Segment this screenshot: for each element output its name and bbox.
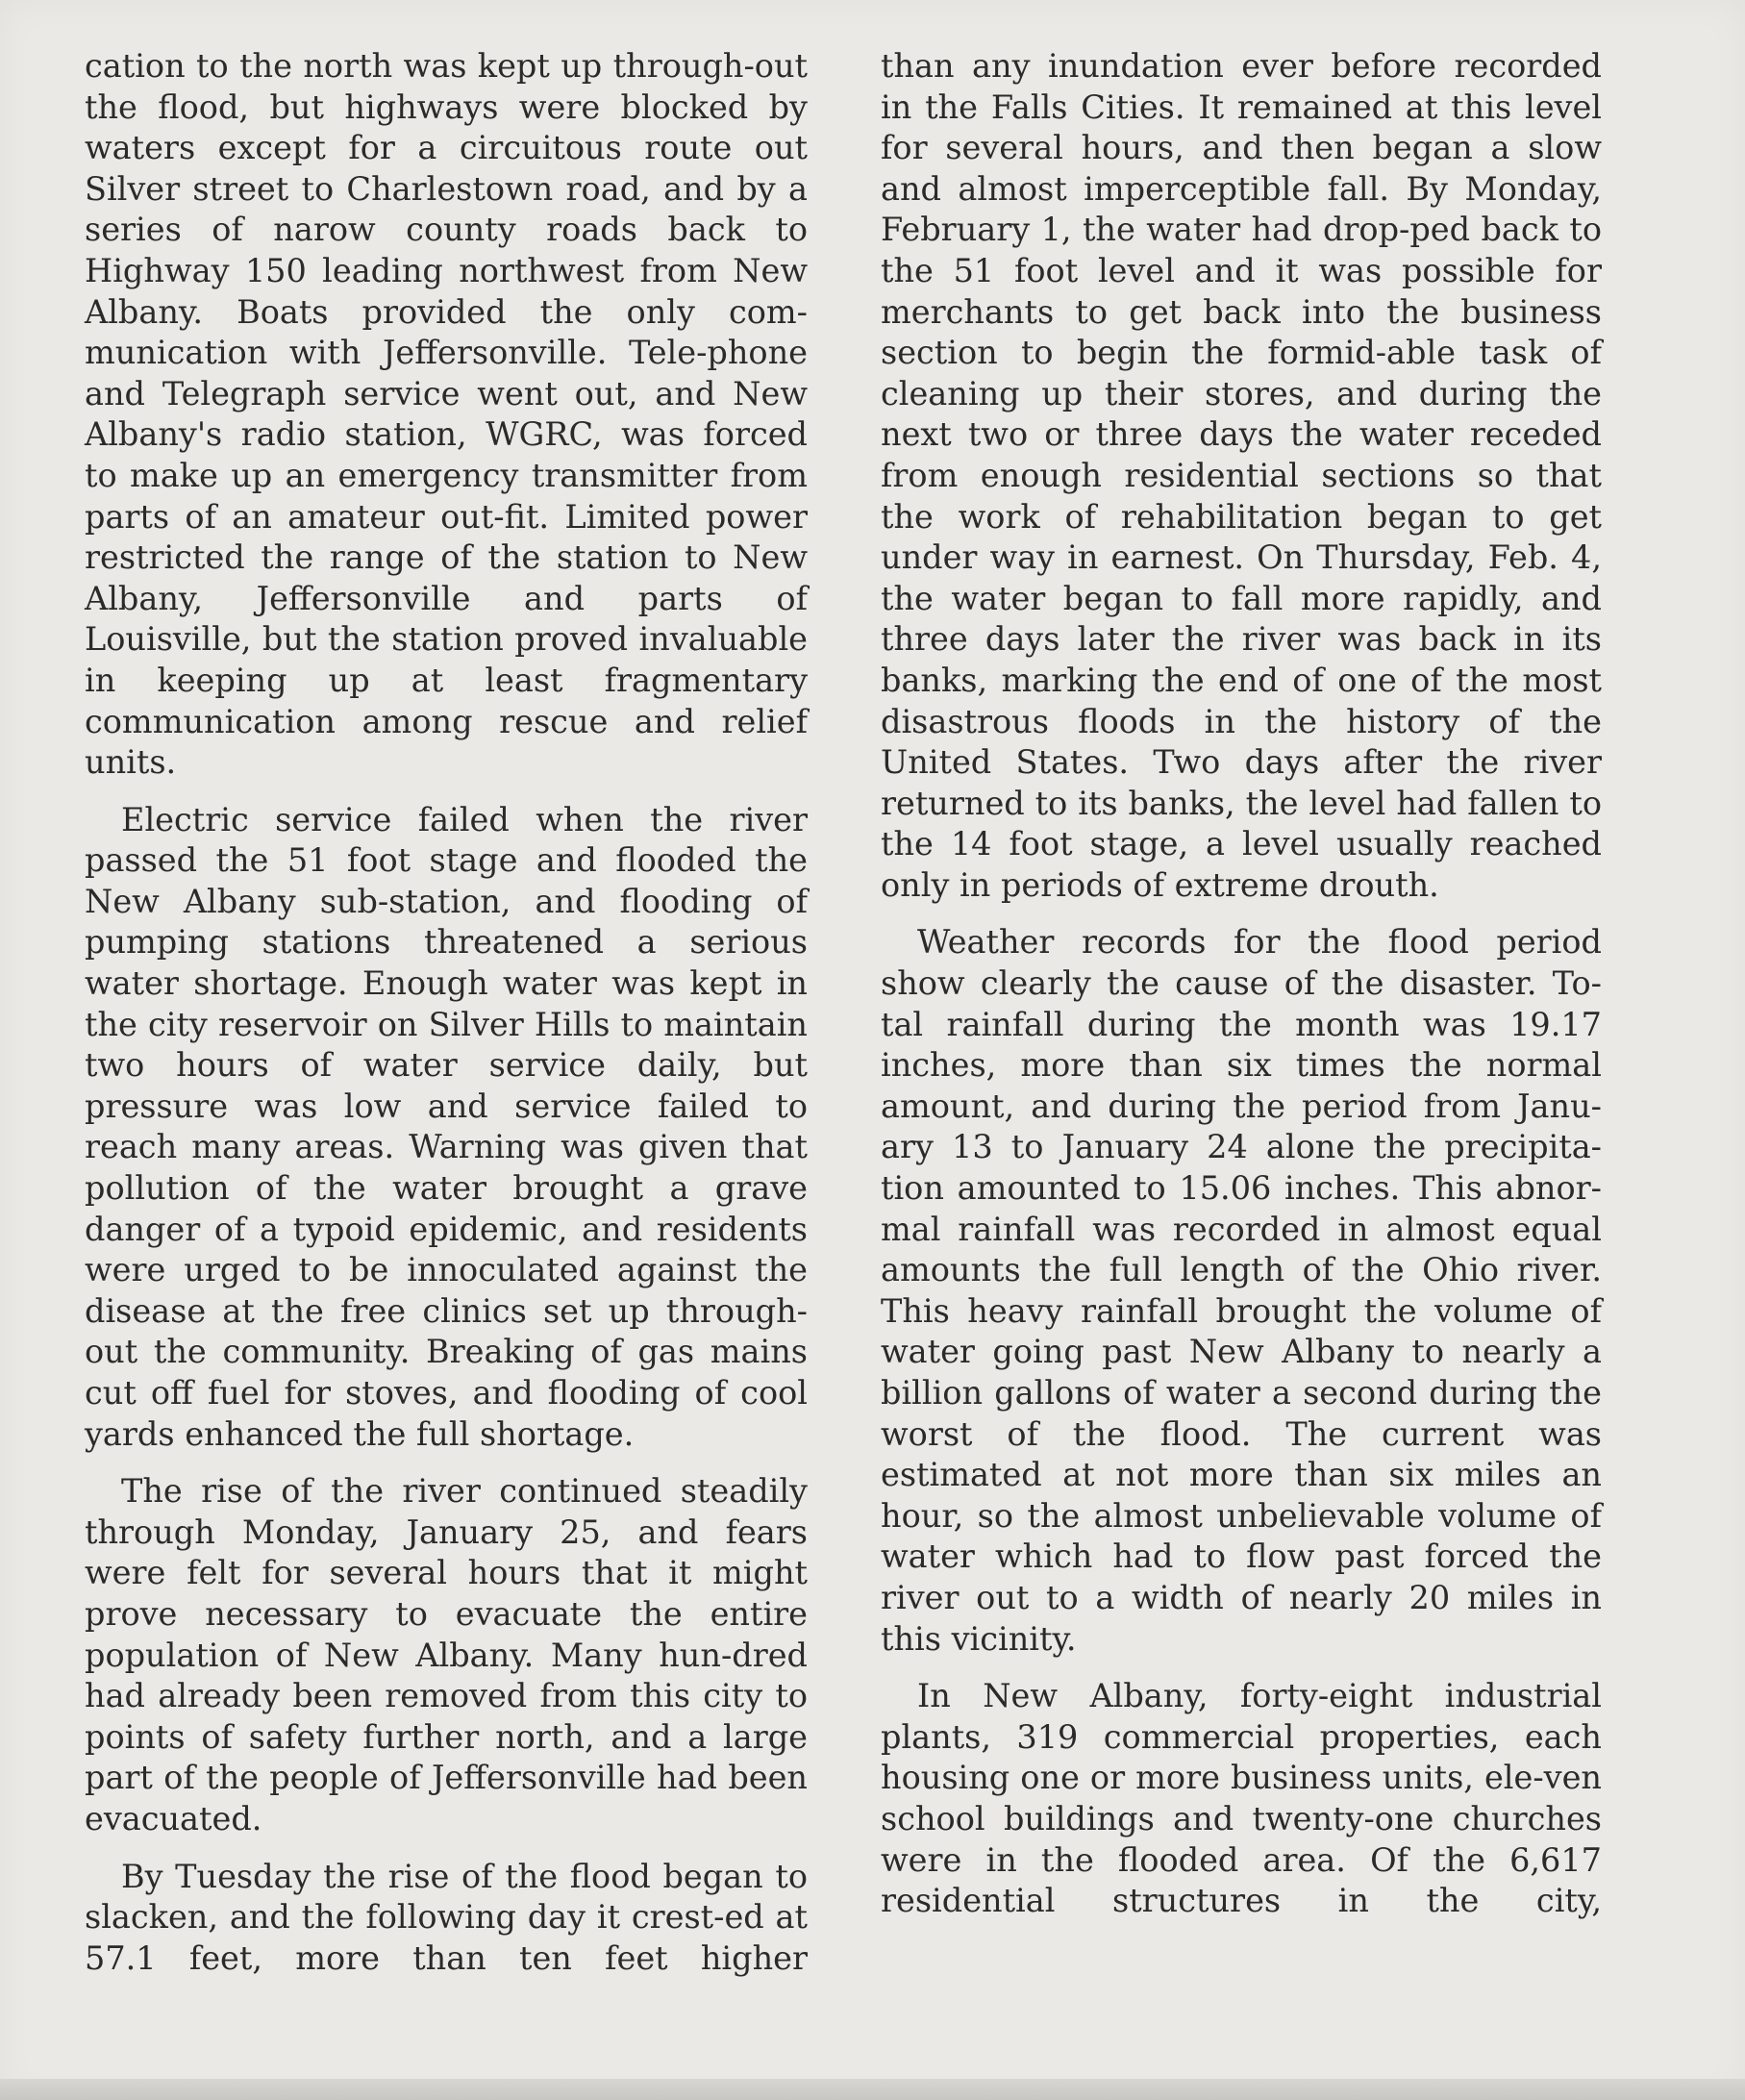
paragraph: cation to the north was kept up through-out the flood, but highways were blocked by waters except for a circuitous route out Silver street to Charlestown road, and by a series of narow county roads back to Highway 150 leading northwest from New Albany. Boats provided the only com-munication with Jeffersonville. Tele-phone and Telegraph service went out, and New Albany's radio station, WGRC, was forced to make up an emergency transmitter from parts of an amateur out-fit. Limited power restricted the range of the station to New Albany, Jeffersonville and parts of Louisville, but the station proved invaluable in keeping up at least fragmentary communication among rescue and relief units. xyxy=(85,47,808,782)
paragraph: than any inundation ever before recorded in the Falls Cities. It remained at this level for several hours, and then began a slow and almost imperceptible fall. By Monday, February 1, the water had drop-ped back to the 51 foot level and it was possible for merchants to get back into the business section to begin the formid-able task of cleaning up their stores, and during the next two or three days the water receded from enough residential sections so that the work of rehabilitation began to get under way in earnest. On Thursday, Feb. 4, the water began to fall more rapidly, and three days later the river was back in its banks, marking the end of one of the most disastrous floods in the history of the United States. Two days after the river returned to its banks, the level had fallen to the 14 foot stage, a level usually reached only in periods of extreme drouth. xyxy=(881,47,1602,904)
left-column xyxy=(85,46,808,1995)
page-bottom-edge xyxy=(0,2079,1745,2100)
paragraph: In New Albany, forty-eight industrial plants, 319 commercial properties, each housing one or more business units, ele-ven school buildings and twenty-one churches were in the flooded area. Of the 6,617 residential structures in the city, xyxy=(881,1677,1602,1920)
paragraph: Weather records for the flood period show clearly the cause of the disaster. To-tal rainfall during the month was 19.17 inches, more than six times the normal amount, and during the period from Janu-ary 13 to January 24 alone the precipita-tion amounted to 15.06 inches. This abnor-mal rainfall was recorded in almost equal amounts the full length of the Ohio river. This heavy rainfall brought the volume of water going past New Albany to nearly a billion gallons of water a second during the worst of the flood. The current was estimated at not more than six miles an hour, so the almost unbelievable volume of water which had to flow past forced the river out to a width of nearly 20 miles in this vicinity. xyxy=(881,923,1602,1658)
paragraph: Electric service failed when the river passed the 51 foot stage and flooded the New Albany sub-station, and flooding of pumping stations threatened a serious water shortage. Enough water was kept in the city reservoir on Silver Hills to maintain two hours of water service daily, but pressure was low and service failed to reach many areas. Warning was given that pollution of the water brought a grave danger of a typoid epidemic, and residents were urged to be innoculated against the disease at the free clinics set up through-out the community. Breaking of gas mains cut off fuel for stoves, and flooding of cool yards enhanced the full shortage. xyxy=(85,800,808,1453)
right-column xyxy=(881,46,1602,1938)
paragraph: The rise of the river continued steadily through Monday, January 25, and fears were felt for several hours that it might prove necessary to evacuate the entire population of New Albany. Many hun-dred had already been removed from this city to points of safety further north, and a large part of the people of Jeffersonville had been evacuated. xyxy=(85,1472,808,1838)
paragraph: By Tuesday the rise of the flood began to slacken, and the following day it crest-ed at 57.1 feet, more than ten feet higher xyxy=(85,1857,808,1977)
